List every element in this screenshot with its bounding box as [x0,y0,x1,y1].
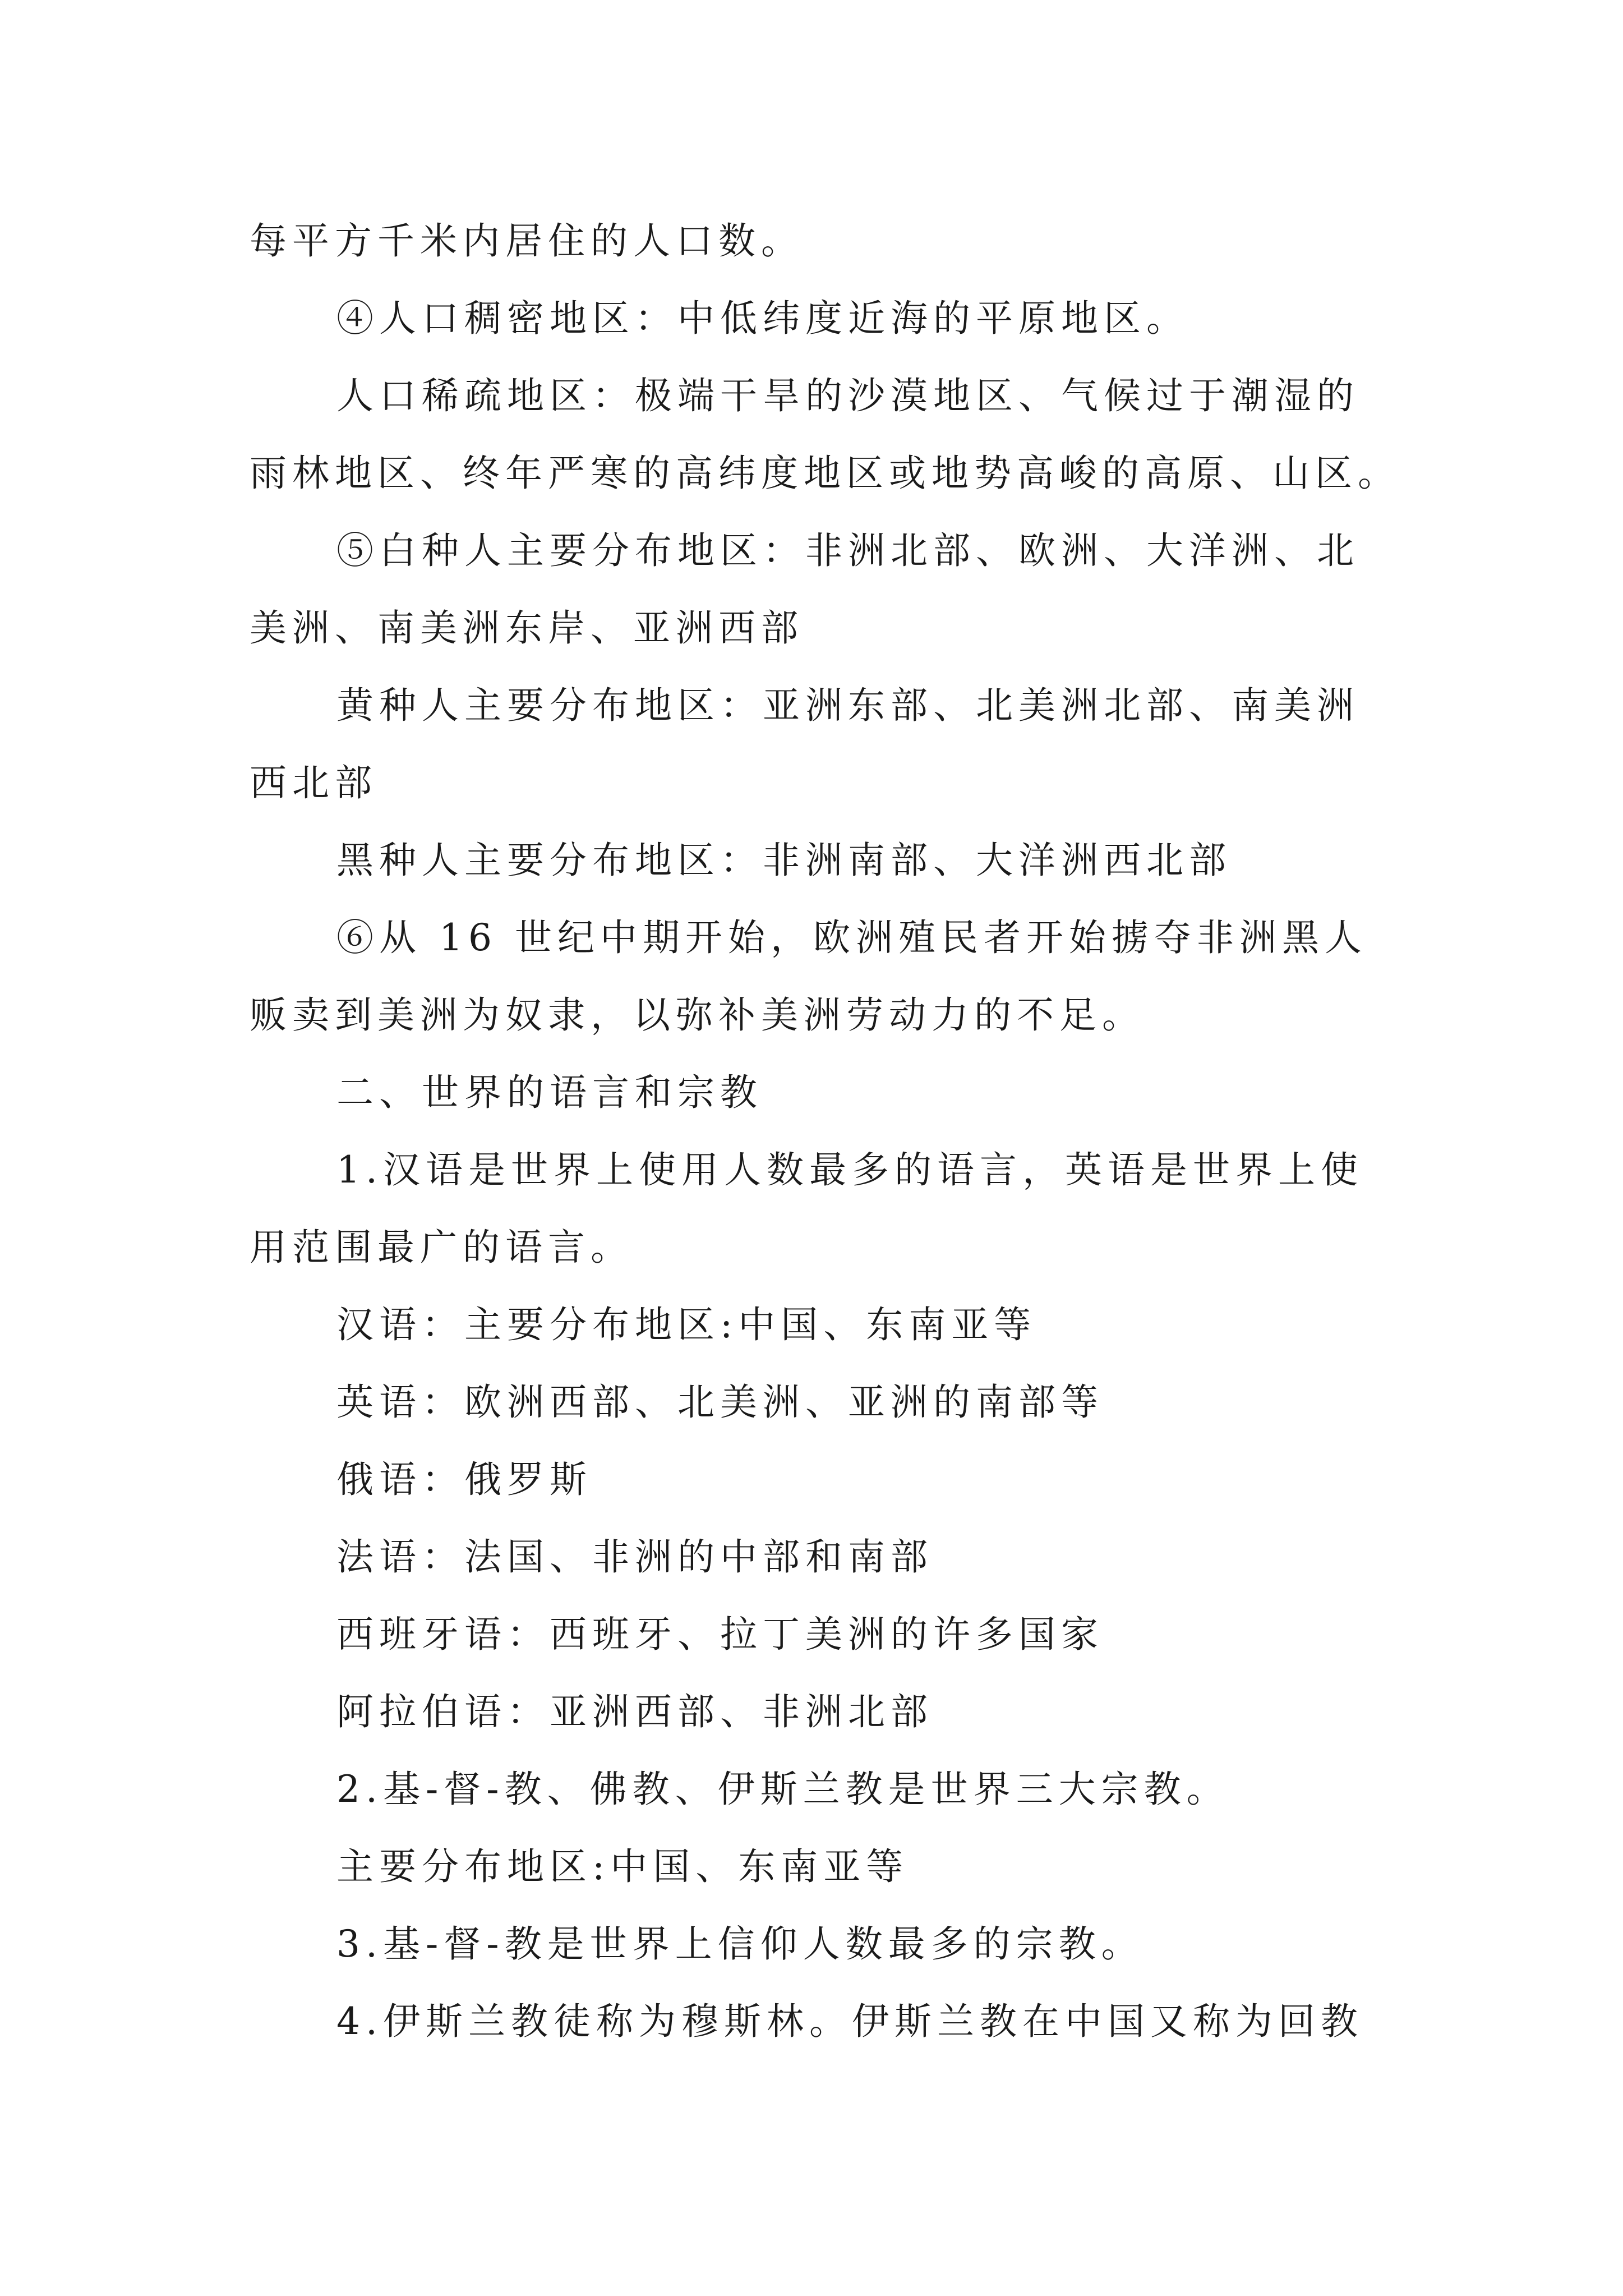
text-line-20: 阿拉伯语：亚洲西部、非洲北部 [336,1690,933,1733]
text-line-2: ④人口稠密地区：中低纬度近海的平原地区。 [336,297,1189,340]
text-line-18: 法语：法国、非洲的中部和南部 [336,1535,933,1579]
text-line-19: 西班牙语：西班牙、拉丁美洲的许多国家 [336,1613,1104,1656]
section-heading: 二、世界的语言和宗教 [336,1071,763,1114]
text-line-23: 3.基-督-教是世界上信仰人数最多的宗教。 [336,1922,1144,1966]
text-line-8: 西北部 [250,761,377,804]
text-line-9: 黑种人主要分布地区：非洲南部、大洋洲西北部 [336,839,1232,882]
text-line-1: 每平方千米内居住的人口数。 [250,219,804,263]
text-line-22: 主要分布地区:中国、东南亚等 [336,1845,909,1888]
text-line-6: 美洲、南美洲东岸、亚洲西部 [250,606,804,650]
text-line-3: 人口稀疏地区：极端干旱的沙漠地区、气候过于潮湿的 [336,374,1359,417]
text-line-5: ⑤白种人主要分布地区：非洲北部、欧洲、大洋洲、北 [336,529,1359,572]
text-line-15: 汉语：主要分布地区:中国、东南亚等 [336,1303,1037,1346]
text-line-13: 1.汉语是世界上使用人数最多的语言，英语是世界上使 [336,1148,1363,1191]
text-line-17: 俄语：俄罗斯 [336,1458,592,1501]
text-line-7: 黄种人主要分布地区：亚洲东部、北美洲北部、南美洲 [336,684,1359,727]
text-line-14: 用范围最广的语言。 [250,1226,633,1269]
text-line-10: ⑥从 16 世纪中期开始，欧洲殖民者开始掳夺非洲黑人 [336,916,1367,959]
text-line-11: 贩卖到美洲为奴隶，以弥补美洲劳动力的不足。 [250,993,1145,1037]
text-line-24: 4.伊斯兰教徒称为穆斯林。伊斯兰教在中国又称为回教 [336,2000,1363,2043]
text-line-4: 雨林地区、终年严寒的高纬度地区或地势高峻的高原、山区。 [250,452,1400,495]
text-line-21: 2.基-督-教、佛教、伊斯兰教是世界三大宗教。 [336,1768,1229,1811]
text-line-16: 英语：欧洲西部、北美洲、亚洲的南部等 [336,1381,1104,1424]
